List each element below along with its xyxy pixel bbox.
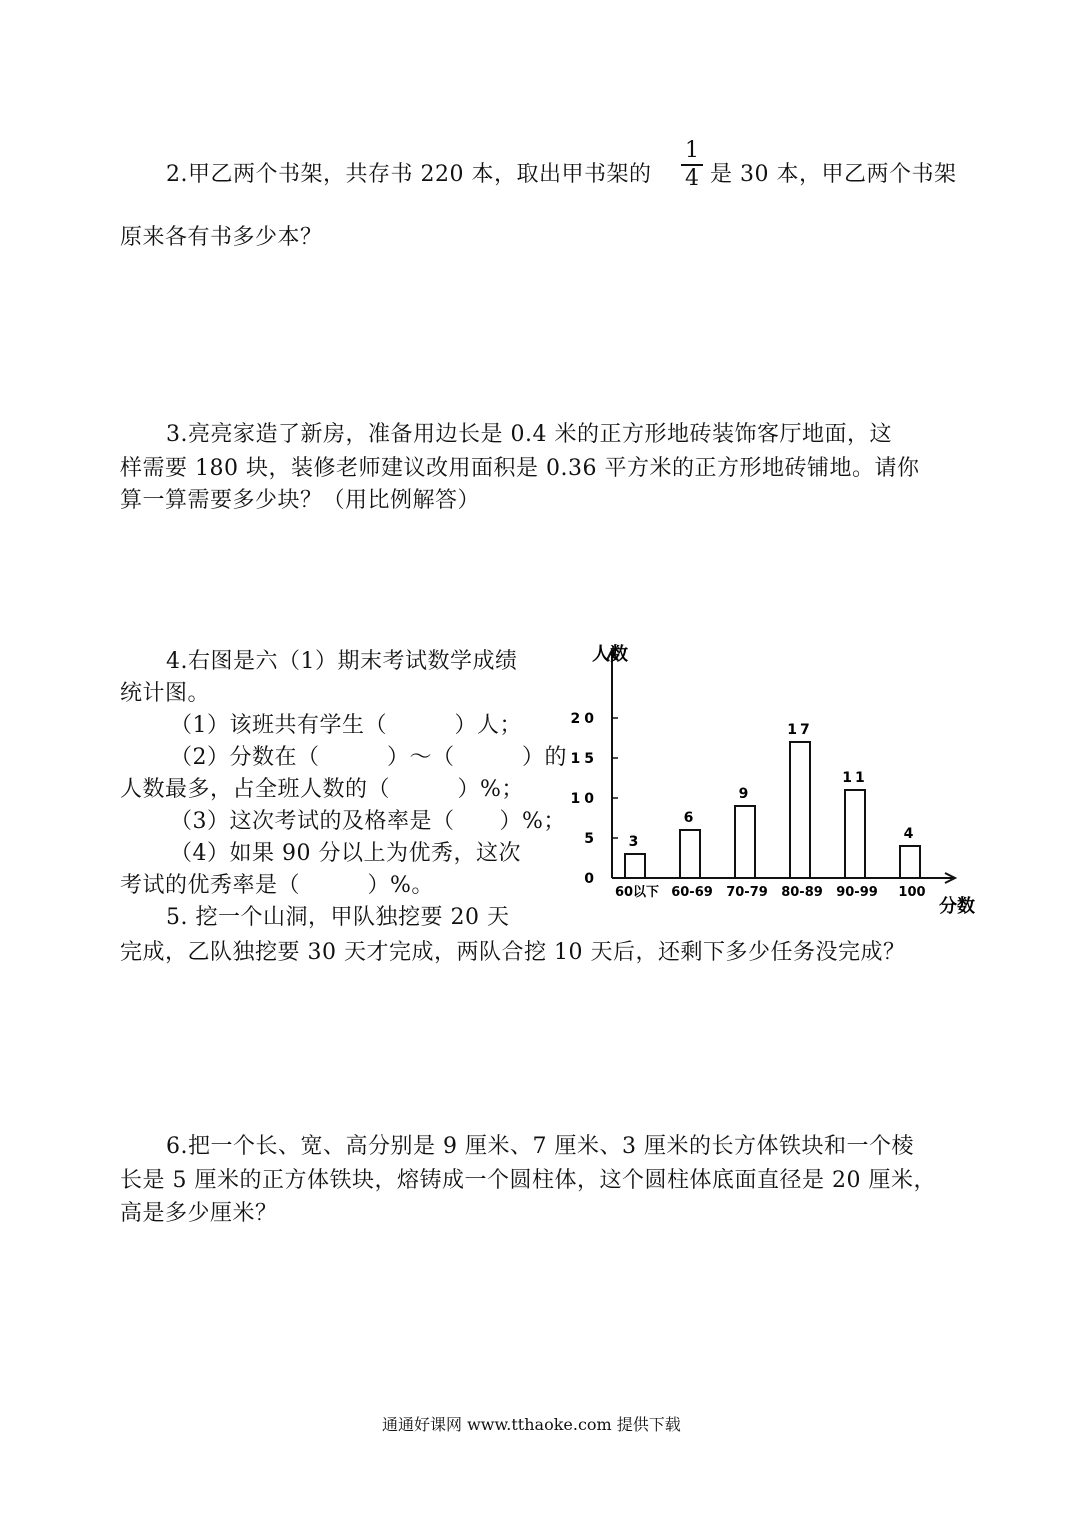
bar [845,790,865,878]
problem2-line1b: 是 30 本，甲乙两个书架 [710,162,957,187]
bar [735,806,755,878]
x-tick-label: 60-69 [671,885,713,900]
bar-value-label: 9 [738,786,752,802]
y-tick-label: 20 [570,711,598,727]
bar [625,854,645,878]
x-tick-label: 70-79 [726,885,768,900]
fraction-numerator: 1 [685,138,699,163]
y-tick-label: 15 [570,751,598,767]
problem3-line1: 3.亮亮家造了新房，准备用边长是 0.4 米的正方形地砖装饰客厅地面，这 [166,422,892,447]
score-bar-chart [560,630,990,920]
x-tick-label: 60以下 [614,885,660,900]
x-tick-label: 80-89 [781,885,823,900]
problem2-line1a: 2.甲乙两个书架，共存书 220 本，取出甲书架的 [166,162,652,187]
x-tick-label: 100 [898,885,926,900]
x-axis-title: 分数 [939,896,975,917]
bar-value-label: 11 [842,770,868,786]
y-tick-label: 10 [570,791,598,807]
bar-value-label: 6 [683,810,697,826]
problem4-line1: 4.右图是六（1）期末考试数学成绩 [166,649,518,674]
problem6-line1: 6.把一个长、宽、高分别是 9 厘米、7 厘米、3 厘米的长方体铁块和一个棱 [166,1134,914,1159]
problem6-line2: 长是 5 厘米的正方体铁块，熔铸成一个圆柱体，这个圆柱体底面直径是 20 厘米， [120,1168,936,1193]
problem3-line3: 算一算需要多少块？（用比例解答） [120,488,481,513]
problem4-q4: （4）如果 90 分以上为优秀，这次 [170,841,521,866]
problem4-q3: （3）这次考试的及格率是（ ）%； [170,809,566,834]
x-tick-label: 90-99 [836,885,878,900]
problem4-q4b: 考试的优秀率是（ ）%。 [120,873,434,898]
bar [900,846,920,878]
problem4-line2: 统计图。 [120,681,211,706]
bar [790,742,810,878]
footer-credit: 通通好课网 www.tthaoke.com 提供下载 [382,1415,681,1434]
problem4-q1: （1）该班共有学生（ ）人； [170,713,522,738]
bar-value-label: 4 [903,826,917,842]
y-tick-label: 5 [584,831,598,847]
problem4-q2b: 人数最多，占全班人数的（ ）%； [120,777,524,802]
problem3-line2: 样需要 180 块，装修老师建议改用面积是 0.36 平方米的正方形地砖铺地。请你 [120,456,920,481]
y-tick-label: 0 [584,871,598,887]
problem2-line2: 原来各有书多少本？ [120,225,323,250]
problem4-q2: （2）分数在（ ）～（ ）的 [170,745,567,770]
problem5-line1: 5. 挖一个山洞，甲队独挖要 20 天 [166,905,510,930]
bar-value-label: 3 [628,834,642,850]
y-axis-title: 人数 [592,644,628,665]
bar-value-label: 17 [787,722,813,738]
problem2-fraction [681,140,703,190]
problem5-line2: 完成，乙队独挖要 30 天才完成，两队合挖 10 天后，还剩下多少任务没完成？ [120,940,906,965]
fraction-denominator: 4 [685,165,699,191]
bar [680,830,700,878]
problem6-line3: 高是多少厘米？ [120,1201,278,1226]
